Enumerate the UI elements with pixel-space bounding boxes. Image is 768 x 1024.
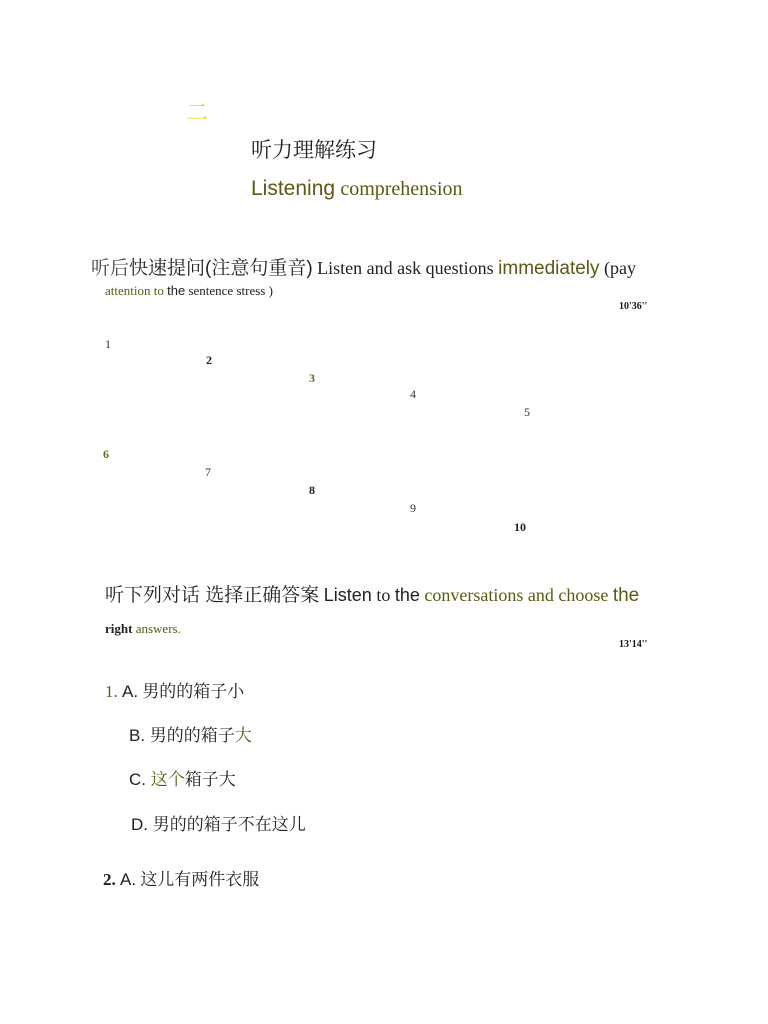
- task1-cn-b: 快速提问(注意句重音): [129, 258, 313, 279]
- question1-number: 1.: [105, 682, 118, 701]
- title-word-comprehension: comprehension: [340, 178, 463, 200]
- task1-en-a: Listen and: [317, 258, 393, 278]
- task2-en-b: to: [376, 585, 391, 605]
- title-word-listening: Listening: [251, 177, 336, 200]
- task1-en-d: (pay: [604, 258, 637, 278]
- question-number-2: 2: [206, 353, 212, 367]
- question-number-9: 9: [410, 501, 416, 515]
- option-text-b-part2: 大: [234, 726, 252, 745]
- task2-cn: 听下列对话 选择正确答案: [105, 585, 320, 606]
- task1-instruction: [91, 253, 636, 280]
- task2-line2-b: answers.: [135, 621, 181, 636]
- question-number-1: 1: [105, 337, 111, 351]
- task1-time: 10'36'': [619, 301, 648, 312]
- question-number-5: 5: [524, 405, 530, 419]
- task2-en-a: Listen: [323, 585, 372, 605]
- option-letter-d: D.: [131, 815, 148, 834]
- page-title-chinese: 听力理解练习: [251, 139, 377, 162]
- task2-en-e: the: [612, 585, 640, 606]
- option-letter-a: A.: [122, 682, 139, 701]
- question-number-10: 10: [514, 520, 526, 534]
- option-letter-c: C.: [129, 770, 146, 789]
- option-text-c-part1: 这个: [150, 770, 185, 789]
- section-marker: 二: [186, 100, 209, 125]
- question-number-6: 6: [103, 447, 109, 461]
- task2-en-c: the: [394, 585, 420, 605]
- question1-option-c: [129, 765, 236, 790]
- task2-time: 13'14'': [619, 639, 648, 650]
- option-text-d: 男的的箱子不在这儿: [152, 815, 306, 834]
- task1-en-b: ask questions: [397, 258, 494, 278]
- option-text-a: 男的的箱子小: [142, 682, 245, 701]
- question2-number: 2.: [103, 870, 116, 889]
- question-number-3: 3: [309, 371, 315, 385]
- question1-option-a: [105, 677, 244, 702]
- task2-instruction-line2: [105, 621, 181, 637]
- task1-instruction-line2: [105, 283, 273, 299]
- question1-option-b: [129, 721, 252, 746]
- task2-en-d: conversations and choose: [424, 585, 609, 605]
- option-text-c-part2: 箱子大: [184, 770, 236, 789]
- q2-option-letter-a: A.: [120, 870, 137, 889]
- task2-instruction: [105, 580, 639, 607]
- task1-line2-b: the: [167, 283, 186, 298]
- question-number-8: 8: [309, 483, 315, 497]
- task1-en-c: immediately: [498, 258, 600, 279]
- page-title-english: [251, 176, 463, 201]
- question2-option-a: [103, 865, 259, 890]
- option-text-b-part1: 男的的箱子: [149, 726, 235, 745]
- option-letter-b: B.: [129, 726, 146, 745]
- question1-option-d: [131, 810, 306, 835]
- question-number-7: 7: [205, 465, 211, 479]
- task2-line2-a: right: [105, 621, 133, 636]
- task1-line2-c: sentence stress ): [188, 283, 273, 298]
- task1-cn-a: 听后: [91, 258, 130, 279]
- task1-line2-a: attention to: [105, 283, 164, 298]
- question-number-4: 4: [410, 387, 416, 401]
- q2-option-text-a: 这儿有两件衣服: [140, 870, 260, 889]
